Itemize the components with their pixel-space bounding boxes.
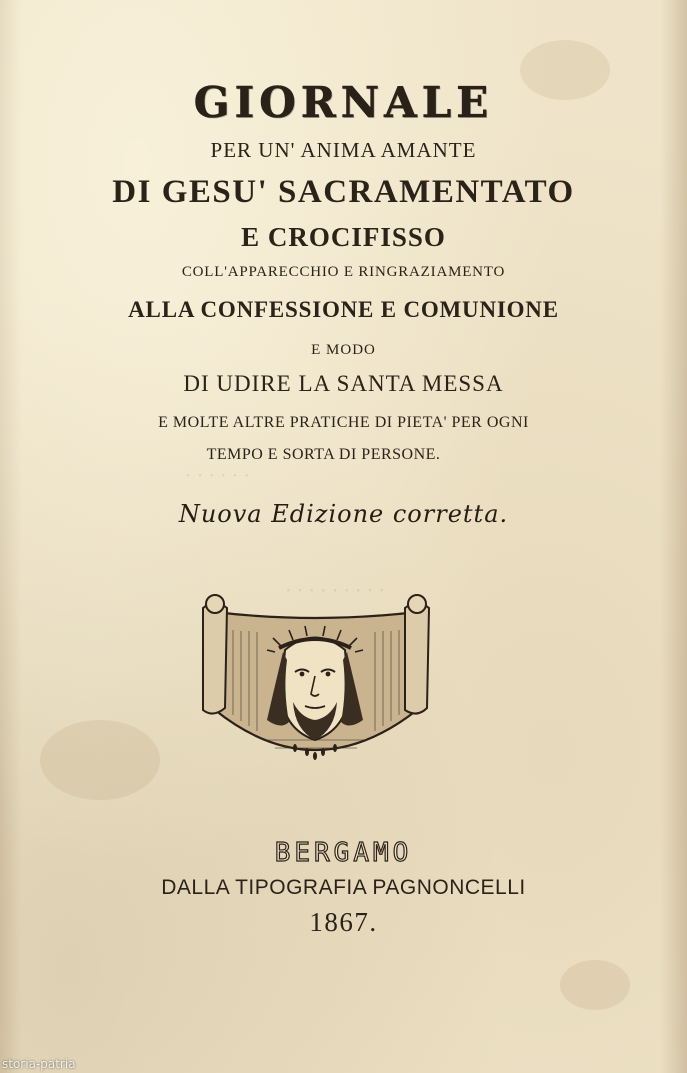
imprint-year: 1867. <box>309 907 378 937</box>
subtitle-line-3: E CROCIFISSO <box>241 222 446 252</box>
subtitle-line-5: ALLA CONFESSIONE E COMUNIONE <box>128 297 559 322</box>
subtitle-line-7: DI UDIRE LA SANTA MESSA <box>183 371 504 396</box>
subtitle-line-8: E MOLTE ALTRE PRATICHE DI PIETA' PER OGNI <box>158 414 529 431</box>
imprint-printer: DALLA TIPOGRAFIA PAGNONCELLI <box>161 876 526 899</box>
paper-stain <box>560 960 630 1010</box>
bleed-through-text: · · · · · · <box>185 465 250 487</box>
book-title: GIORNALE <box>193 78 494 127</box>
subtitle-line-2: DI GESU' SACRAMENTATO <box>112 174 575 210</box>
veil-of-veronica-icon <box>195 590 435 775</box>
paper-stain <box>40 720 160 800</box>
subtitle-line-6: E MODO <box>311 342 376 358</box>
subtitle-line-1: PER UN' ANIMA AMANTE <box>210 138 477 162</box>
subtitle-line-9: TEMPO E SORTA DI PERSONE. <box>206 446 441 463</box>
imprint-city: BERGAMO <box>274 838 413 868</box>
subtitle-line-4: COLL'APPARECCHIO E RINGRAZIAMENTO <box>181 264 506 280</box>
bleed-through-text: · · · · · · · · · <box>285 580 385 602</box>
watermark: storia-patria <box>2 1057 76 1071</box>
edition-note: Nuova Edizione corretta. <box>178 500 509 528</box>
